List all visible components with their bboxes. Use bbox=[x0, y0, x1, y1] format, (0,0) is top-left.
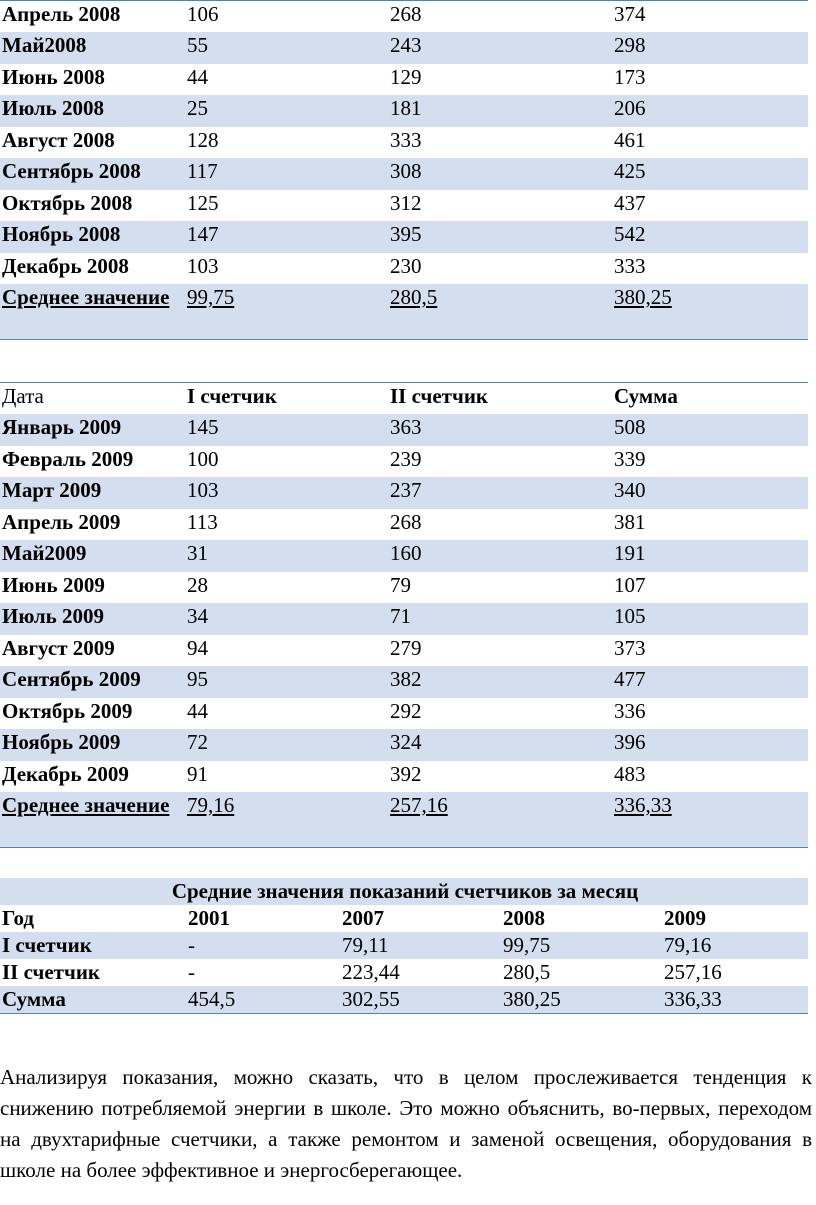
row-sum: 298 bbox=[612, 32, 808, 64]
row-meter-2: 181 bbox=[388, 95, 612, 127]
table-row bbox=[0, 190, 808, 222]
table-row bbox=[0, 446, 808, 478]
row-meter-2: 268 bbox=[390, 2, 422, 26]
summary-value: - bbox=[186, 932, 340, 959]
average-sum: 380,25 bbox=[612, 284, 808, 339]
row-meter-1: 128 bbox=[187, 127, 219, 152]
year-cell: 2001 bbox=[188, 906, 230, 930]
row-meter-2: 392 bbox=[390, 761, 422, 786]
table-row bbox=[0, 635, 808, 667]
table-row bbox=[0, 253, 808, 285]
row-date: Ноябрь 2008 bbox=[0, 221, 185, 253]
row-sum: 396 bbox=[612, 729, 808, 761]
summary-value: 79,16 bbox=[662, 932, 808, 959]
summary-row bbox=[0, 959, 808, 986]
row-date: Май2008 bbox=[0, 32, 185, 64]
row-meter-1: 94 bbox=[187, 635, 208, 660]
summary-title: Средние значения показаний счетчиков за месяц bbox=[0, 878, 808, 905]
table-row bbox=[0, 1, 808, 33]
summary-value: 99,75 bbox=[501, 932, 662, 959]
row-meter-2: 382 bbox=[388, 666, 612, 698]
table-row bbox=[0, 32, 808, 64]
row-meter-2: 324 bbox=[388, 729, 612, 761]
row-meter-2: 292 bbox=[390, 698, 422, 723]
row-date: Сентябрь 2009 bbox=[0, 666, 185, 698]
header-date: Дата bbox=[2, 384, 44, 408]
row-date: Июнь 2008 bbox=[2, 64, 105, 89]
table-row bbox=[0, 158, 808, 190]
average-label: Среднее значение bbox=[0, 792, 185, 847]
row-date: Май2009 bbox=[0, 540, 185, 572]
row-date: Ноябрь 2009 bbox=[0, 729, 185, 761]
row-meter-1: 72 bbox=[185, 729, 388, 761]
row-sum: 374 bbox=[614, 2, 646, 26]
row-meter-2: 129 bbox=[390, 64, 422, 89]
row-meter-1: 145 bbox=[185, 414, 388, 446]
row-date: Август 2008 bbox=[2, 127, 115, 152]
row-meter-2: 268 bbox=[390, 509, 422, 534]
row-meter-2: 312 bbox=[390, 190, 422, 215]
row-meter-1: 34 bbox=[185, 603, 388, 635]
average-sum: 336,33 bbox=[612, 792, 808, 847]
analysis-paragraph: Анализируя показания, можно сказать, что в целом прослеживается тенденция к снижению потребляемой энергии в школе. Это можно объяснить, во-первых, переходом на двухтарифные счетчики, а также ремонтом и заменой освещения, оборудования в школе на более эффективное и энергосберегающее. bbox=[0, 1065, 812, 1182]
meter-table-2009 bbox=[0, 382, 808, 848]
table-header-row bbox=[0, 383, 808, 415]
average-meter-1: 99,75 bbox=[185, 284, 388, 339]
row-sum: 107 bbox=[614, 572, 646, 597]
row-meter-2: 363 bbox=[388, 414, 612, 446]
row-date: Июнь 2009 bbox=[2, 572, 105, 597]
row-meter-2: 308 bbox=[388, 158, 612, 190]
row-meter-2: 243 bbox=[388, 32, 612, 64]
table-row bbox=[0, 64, 808, 96]
average-meter-1: 79,16 bbox=[185, 792, 388, 847]
row-sum: 381 bbox=[614, 509, 646, 534]
table-row bbox=[0, 540, 808, 572]
summary-value: 223,44 bbox=[342, 960, 400, 984]
summary-value: 79,11 bbox=[340, 932, 501, 959]
summary-row-label: II счетчик bbox=[2, 960, 101, 984]
row-date: Апрель 2008 bbox=[2, 2, 121, 26]
row-meter-1: 103 bbox=[185, 477, 388, 509]
year-cell: 2009 bbox=[664, 906, 706, 930]
row-sum: 373 bbox=[614, 635, 646, 660]
header-sum: Сумма bbox=[614, 384, 678, 408]
year-label: Год bbox=[2, 906, 35, 930]
summary-value: 280,5 bbox=[503, 960, 551, 984]
row-date: Июль 2009 bbox=[0, 603, 185, 635]
table-row bbox=[0, 603, 808, 635]
meter-table-2008 bbox=[0, 0, 808, 340]
row-sum: 333 bbox=[614, 253, 646, 278]
row-meter-2: 230 bbox=[390, 253, 422, 278]
row-sum: 542 bbox=[612, 221, 808, 253]
summary-row bbox=[0, 932, 808, 959]
summary-row bbox=[0, 986, 808, 1013]
row-meter-1: 95 bbox=[185, 666, 388, 698]
row-meter-1: 100 bbox=[187, 446, 219, 471]
average-row bbox=[0, 284, 808, 339]
summary-value: - bbox=[188, 960, 195, 984]
row-meter-1: 113 bbox=[187, 509, 218, 534]
table-row bbox=[0, 95, 808, 127]
row-meter-2: 160 bbox=[388, 540, 612, 572]
row-sum: 336 bbox=[614, 698, 646, 723]
row-sum: 437 bbox=[614, 190, 646, 215]
row-meter-1: 25 bbox=[185, 95, 388, 127]
average-meter-2: 257,16 bbox=[388, 792, 612, 847]
row-date: Февраль 2009 bbox=[2, 446, 134, 471]
row-sum: 425 bbox=[612, 158, 808, 190]
table-row bbox=[0, 509, 808, 541]
row-sum: 339 bbox=[614, 446, 646, 471]
summary-value: 380,25 bbox=[501, 986, 662, 1013]
average-meter-2: 280,5 bbox=[388, 284, 612, 339]
row-sum: 340 bbox=[612, 477, 808, 509]
row-meter-2: 333 bbox=[390, 127, 422, 152]
summary-row-label: I счетчик bbox=[0, 932, 186, 959]
table-row bbox=[0, 761, 808, 793]
row-sum: 206 bbox=[612, 95, 808, 127]
row-meter-2: 237 bbox=[388, 477, 612, 509]
row-date: Январь 2009 bbox=[0, 414, 185, 446]
row-meter-1: 44 bbox=[187, 698, 208, 723]
table-row bbox=[0, 572, 808, 604]
table-row bbox=[0, 414, 808, 446]
row-meter-2: 79 bbox=[390, 572, 411, 597]
row-meter-2: 279 bbox=[390, 635, 422, 660]
row-meter-1: 106 bbox=[187, 2, 219, 26]
row-meter-1: 91 bbox=[187, 761, 208, 786]
summary-title-row bbox=[0, 878, 808, 905]
row-meter-2: 395 bbox=[388, 221, 612, 253]
row-sum: 483 bbox=[614, 761, 646, 786]
year-cell: 2007 bbox=[342, 906, 384, 930]
row-meter-1: 31 bbox=[185, 540, 388, 572]
summary-value: 257,16 bbox=[664, 960, 722, 984]
summary-value: 454,5 bbox=[186, 986, 340, 1013]
table-row bbox=[0, 698, 808, 730]
table-row bbox=[0, 221, 808, 253]
row-meter-2: 239 bbox=[390, 446, 422, 471]
average-label: Среднее значение bbox=[0, 284, 185, 339]
row-meter-2: 71 bbox=[388, 603, 612, 635]
row-date: Декабрь 2008 bbox=[2, 253, 129, 278]
row-date: Сентябрь 2008 bbox=[0, 158, 185, 190]
row-sum: 173 bbox=[614, 64, 646, 89]
row-date: Июль 2008 bbox=[0, 95, 185, 127]
summary-table bbox=[0, 878, 808, 1014]
row-meter-1: 125 bbox=[187, 190, 219, 215]
summary-value: 336,33 bbox=[662, 986, 808, 1013]
row-date: Апрель 2009 bbox=[2, 509, 121, 534]
row-date: Август 2009 bbox=[2, 635, 115, 660]
row-meter-1: 117 bbox=[185, 158, 388, 190]
average-row bbox=[0, 792, 808, 847]
row-date: Март 2009 bbox=[0, 477, 185, 509]
header-meter-2: II счетчик bbox=[390, 384, 489, 408]
row-meter-1: 55 bbox=[185, 32, 388, 64]
summary-value: 302,55 bbox=[340, 986, 501, 1013]
row-date: Октябрь 2008 bbox=[2, 190, 133, 215]
row-meter-1: 147 bbox=[185, 221, 388, 253]
year-cell: 2008 bbox=[503, 906, 545, 930]
header-meter-1: I счетчик bbox=[187, 384, 277, 408]
row-sum: 477 bbox=[612, 666, 808, 698]
table-row bbox=[0, 477, 808, 509]
row-meter-1: 44 bbox=[187, 64, 208, 89]
row-date: Октябрь 2009 bbox=[2, 698, 133, 723]
table-row bbox=[0, 127, 808, 159]
row-sum: 508 bbox=[612, 414, 808, 446]
row-meter-1: 28 bbox=[187, 572, 208, 597]
row-sum: 105 bbox=[612, 603, 808, 635]
table-row bbox=[0, 666, 808, 698]
summary-years-row bbox=[0, 905, 808, 932]
row-sum: 461 bbox=[614, 127, 646, 152]
table-row bbox=[0, 729, 808, 761]
row-meter-1: 103 bbox=[187, 253, 219, 278]
row-sum: 191 bbox=[612, 540, 808, 572]
row-date: Декабрь 2009 bbox=[2, 761, 129, 786]
summary-row-label: Сумма bbox=[0, 986, 186, 1013]
